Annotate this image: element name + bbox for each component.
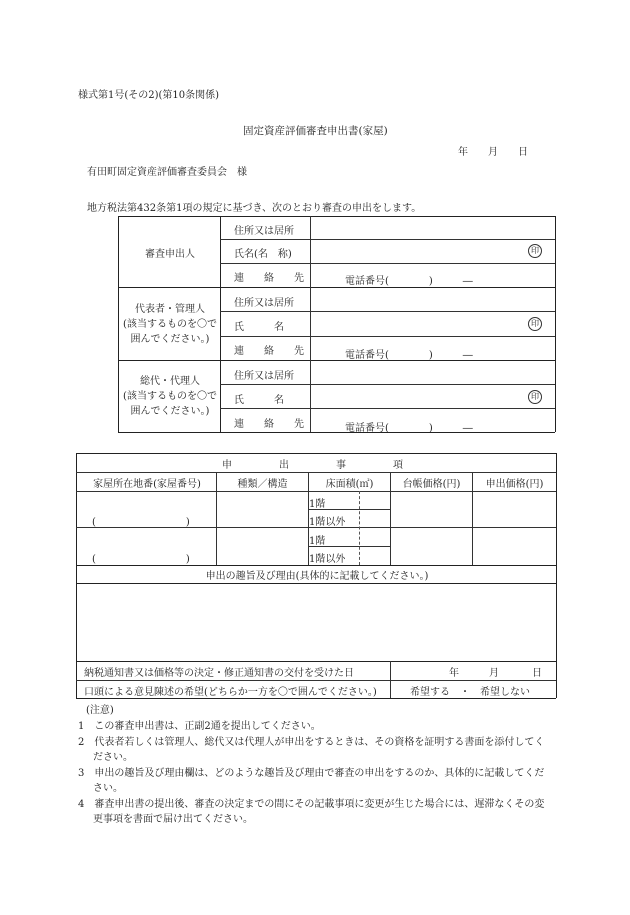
addressee: 有田町固定資産評価審査委員会 様: [87, 167, 247, 178]
column-header-ledger-price: 台帳価格(円): [402, 478, 461, 490]
floor1-label: 1階: [309, 536, 326, 547]
agent-name-label: 氏 名: [234, 395, 284, 406]
type-field[interactable]: [217, 528, 308, 564]
agent-contact-label: 連 絡 先: [234, 419, 304, 430]
floor1-label: 1階: [309, 499, 326, 510]
applicant-name-field[interactable]: [312, 242, 522, 261]
details-header: 申 出 事 項: [222, 459, 412, 471]
section-applicant-title: 審査申出人: [145, 248, 195, 260]
representative-address-label: 住所又は居所: [234, 298, 294, 309]
note-4-continued: 更事項を書面で届け出てください。: [93, 814, 253, 825]
column-header-claimed-price: 申出価格(円): [485, 478, 544, 490]
floor-other-label: 1階以外: [309, 517, 346, 528]
representative-address-field[interactable]: [312, 290, 554, 309]
form-number: 様式第1号(その2)(第10条関係): [78, 90, 220, 101]
agent-address-field[interactable]: [312, 363, 554, 382]
note-1: 1 この審査申出書は、正副2通を提出してください。: [78, 721, 321, 732]
column-header-type: 種類／構造: [237, 478, 288, 490]
ledger-price-field[interactable]: [391, 528, 472, 564]
agent-name-field[interactable]: [312, 387, 522, 406]
applicant-address-field[interactable]: [312, 219, 554, 238]
date-year-label: 年: [458, 147, 468, 158]
applicant-contact-label: 連 絡 先: [234, 273, 304, 284]
reason-textarea[interactable]: [78, 585, 555, 660]
date-day-label: 日: [518, 147, 528, 158]
notice-date-label: 納税通知書又は価格等の決定・修正通知書の交付を受けた日: [84, 668, 354, 679]
applicant-phone-field[interactable]: 電話番号( ) ―: [345, 276, 473, 287]
representative-name-field[interactable]: [312, 314, 522, 333]
note-3: 3 申出の趣旨及び理由欄は、どのような趣旨及び理由で審査の申出をするのか、具体的に記載してくだ: [78, 768, 545, 779]
house-number-paren: ( ): [92, 554, 190, 565]
note-3-continued: さい。: [93, 783, 123, 794]
notice-day-label: 日: [532, 668, 542, 679]
notice-year-label: 年: [449, 668, 459, 679]
note-2: 2 代表者若しくは管理人、総代又は代理人が申出をするときは、その資格を証明する書面を添付してく: [78, 737, 545, 748]
type-field[interactable]: [217, 492, 308, 527]
claimed-price-field[interactable]: [473, 528, 555, 564]
agent-phone-field[interactable]: 電話番号( ) ―: [345, 423, 473, 434]
intro-text: 地方税法第432条第1項の規定に基づき、次のとおり審査の申出をします。: [87, 203, 422, 214]
representative-phone-field[interactable]: 電話番号( ) ―: [345, 350, 473, 361]
notes-section: [78, 703, 558, 823]
form-title: 固定資産評価審査申出書(家屋): [243, 125, 388, 137]
seal-icon: 印: [528, 390, 542, 404]
seal-icon: 印: [528, 317, 542, 331]
column-header-floor-area: 床面積(㎡): [325, 478, 374, 490]
note-2-continued: ださい。: [93, 752, 133, 763]
notes-heading: (注意): [86, 705, 114, 716]
seal-icon: 印: [528, 244, 542, 258]
floor-other-label: 1階以外: [309, 554, 346, 565]
applicant-name-label: 氏名(名 称): [234, 249, 292, 260]
agent-address-label: 住所又は居所: [234, 371, 294, 382]
representative-contact-label: 連 絡 先: [234, 346, 304, 357]
note-4: 4 審査申出書の提出後、審査の決定までの間にその記載事項に変更が生じた場合には、遅滞なくその変: [78, 799, 545, 810]
section-representative-title: 代表者・管理人 (該当するものを〇で 囲んでください。): [123, 303, 217, 345]
column-header-location: 家屋所在地番(家屋番号): [93, 478, 201, 490]
applicant-address-label: 住所又は居所: [234, 226, 294, 237]
notice-month-label: 月: [489, 668, 499, 679]
reason-header: 申出の趣旨及び理由(具体的に記載してください。): [205, 571, 429, 582]
oral-hearing-options[interactable]: 希望する ・ 希望しない: [410, 687, 530, 698]
representative-name-label: 氏 名: [234, 322, 284, 333]
house-number-paren: ( ): [92, 517, 190, 528]
date-month-label: 月: [488, 147, 498, 158]
claimed-price-field[interactable]: [473, 492, 555, 527]
ledger-price-field[interactable]: [391, 492, 472, 527]
section-agent-title: 総代・代理人 (該当するものを〇で 囲んでください。): [123, 376, 217, 417]
oral-hearing-label: 口頭による意見陳述の希望(どちらか一方を〇で囲んでください。): [84, 687, 377, 698]
